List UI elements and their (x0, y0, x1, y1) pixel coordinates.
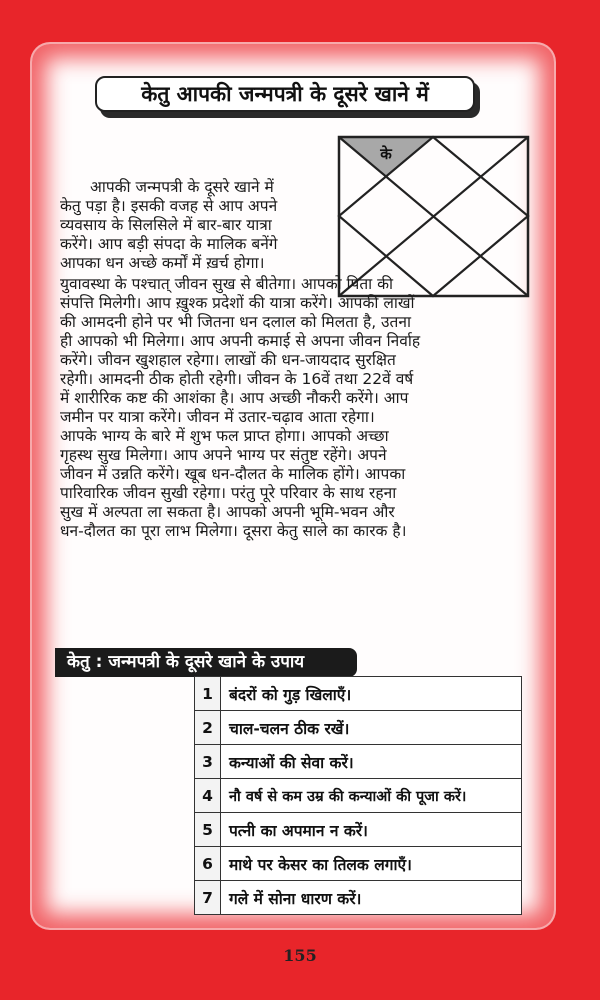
table-row (195, 745, 522, 779)
remedy-text: माथे पर केसर का तिलक लगाएँ। (221, 847, 522, 881)
horoscope-chart (337, 135, 530, 298)
text-line: जमीन पर यात्रा करेंगे। जीवन में उतार-चढ़ाव आता रहेगा। (60, 408, 375, 426)
remedy-text: पत्नी का अपमान न करें। (221, 813, 522, 847)
text-line: व्यवसाय के सिलसिले में बार-बार यात्रा (60, 216, 272, 234)
remedy-number: 3 (195, 745, 221, 779)
remedy-text: नौ वर्ष से कम उम्र की कन्याओं की पूजा करें। (221, 779, 522, 813)
remedy-text: चाल-चलन ठीक रखें। (221, 711, 522, 745)
table-row (195, 813, 522, 847)
text-line: संपत्ति मिलेगी। आप ख़ुश्क प्रदेशों की यात्रा करेंगे। आपकी लाखों (60, 294, 415, 312)
remedy-text: गले में सोना धारण करें। (221, 881, 522, 915)
table-row (195, 881, 522, 915)
remedy-number: 5 (195, 813, 221, 847)
remedy-number: 2 (195, 711, 221, 745)
text-line: की आमदनी होने पर भी जितना धन दलाल को मिलता है, उतना (60, 313, 412, 331)
text-line: करेंगे। जीवन खुशहाल रहेगा। लाखों की धन-जायदाद सुरक्षित (60, 351, 396, 369)
page-number: 155 (283, 946, 317, 965)
text-line: जीवन में उन्नति करेंगे। खूब धन-दौलत के मालिक होंगे। आपका (60, 465, 406, 483)
remedy-number: 7 (195, 881, 221, 915)
text-line: रहेगी। आमदनी ठीक होती रहेगी। जीवन के 16वें तथा 22वें वर्ष (60, 370, 414, 388)
table-row (195, 677, 522, 711)
text-line: करेंगे। आप बड़ी संपदा के मालिक बनेंगे (60, 235, 278, 253)
remedies-table (194, 676, 522, 915)
chart-ketu-label: के (380, 145, 392, 163)
text-line: पारिवारिक जीवन सुखी रहेगा। परंतु पूरे परिवार के साथ रहना (60, 484, 397, 502)
text-line: आपकी जन्मपत्री के दूसरे खाने में (90, 178, 274, 196)
text-line: धन-दौलत का पूरा लाभ मिलेगा। दूसरा केतु साले का कारक है। (60, 522, 407, 540)
text-line: गृहस्थ सुख मिलेगा। आप अपने भाग्य पर संतुष्ट रहेंगे। अपने (60, 446, 387, 464)
text-line: सुख में अल्पता ला सकता है। आपको अपनी भूमि-भवन और (60, 503, 395, 521)
remedy-number: 1 (195, 677, 221, 711)
text-line: केतु पड़ा है। इसकी वजह से आप अपने (60, 197, 278, 215)
table-row (195, 711, 522, 745)
text-line: युवावस्था के पश्चात् जीवन सुख से बीतेगा। आपको पिता की (60, 275, 394, 293)
page-title: केतु आपकी जन्मपत्री के दूसरे खाने में (95, 76, 475, 112)
remedy-number: 4 (195, 779, 221, 813)
text-line: ही आपको भी मिलेगा। आप अपनी कमाई से अपना जीवन निर्वाह (60, 332, 421, 350)
table-row (195, 779, 522, 813)
text-line: आपके भाग्य के बारे में शुभ फल प्राप्त होगा। आपको अच्छा (60, 427, 389, 445)
table-row (195, 847, 522, 881)
remedies-heading: केतु : जन्मपत्री के दूसरे खाने के उपाय (55, 648, 357, 677)
text-line: आपका धन अच्छे कर्मों में ख़र्च होगा। (60, 254, 265, 272)
text-line: में शारीरिक कष्ट की आशंका है। आप अच्छी नौकरी करेंगे। आप (60, 389, 409, 407)
remedy-text: बंदरों को गुड़ खिलाएँ। (221, 677, 522, 711)
remedy-text: कन्याओं की सेवा करें। (221, 745, 522, 779)
remedy-number: 6 (195, 847, 221, 881)
